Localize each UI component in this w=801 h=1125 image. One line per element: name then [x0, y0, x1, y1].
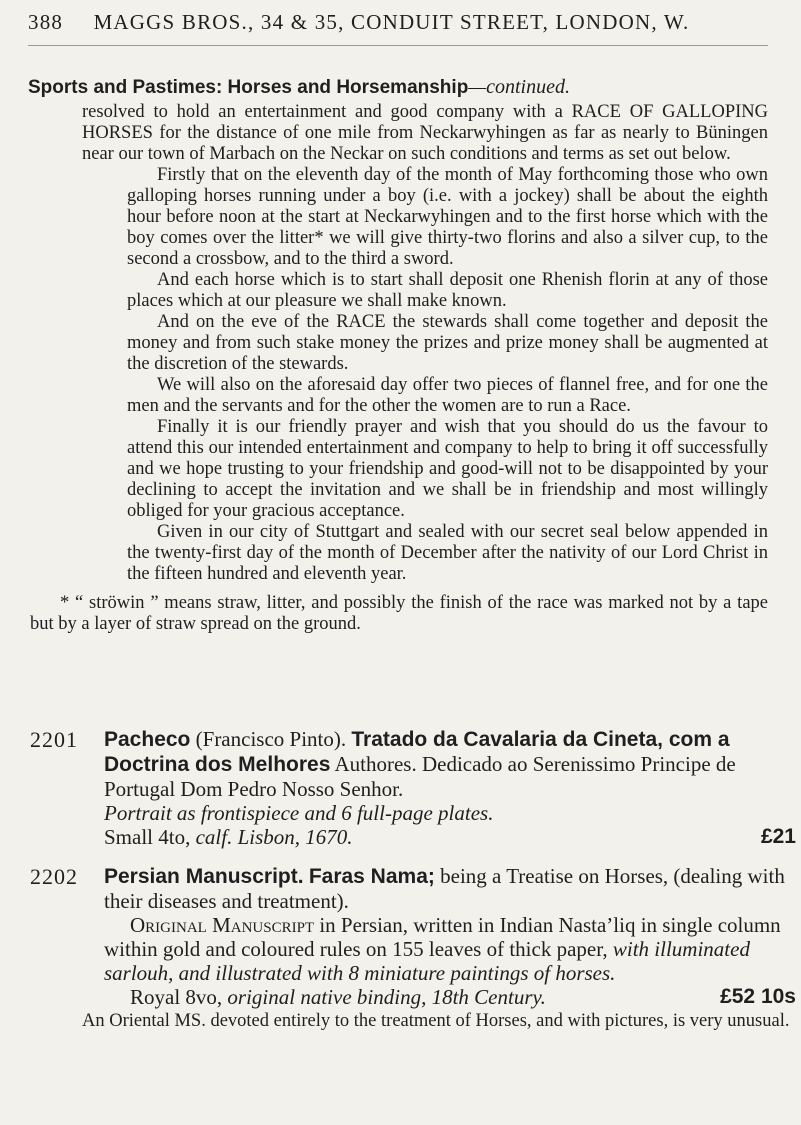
lot-binding: calf. Lisbon, 1670.: [195, 825, 353, 849]
lot-price: £21: [760, 825, 796, 848]
lot-2201: [28, 727, 796, 849]
running-head: MAGGS BROS., 34 & 35, CONDUIT STREET, LONDON, W.: [93, 10, 690, 34]
paragraph: Firstly that on the eleventh day of the month of May forthcoming those who own galloping horses running under a boy (i.e. with a jockey) shall be about the eighth hour before noon at the start at Neckarwyhingen and to the first horse which with the boy comes over the litter* we will give thirty-two florins and also a silver cup, to the second a crossbow, and to the third a sword.: [127, 165, 768, 269]
intro-paragraph: resolved to hold an entertainment and good company with a RACE OF GALLOPING HORSES for the distance of one mile from Neckarwyhingen as far as nearly to Büningen near our town of Marbach on the Neckar on such conditions and terms as set out below.: [82, 102, 768, 164]
lot-desc-lead: Original Manuscript: [130, 913, 315, 937]
lot-price: £52 10s: [720, 985, 796, 1008]
lot-description: [104, 727, 796, 849]
lot-number: 2201: [30, 727, 78, 752]
section-continued: —continued.: [468, 76, 570, 98]
lot-note: An Oriental MS. devoted entirely to the treatment of Horses, and with pictures, is very unusual.: [82, 1011, 790, 1031]
paragraph: Given in our city of Stuttgart and sealed with our secret seal below appended in the twenty-first day of the month of December after the nativity of our Lord Christ in the fifteen hundred and eleventh year.: [127, 522, 768, 584]
lot-binding: original native binding, 18th Century.: [227, 985, 546, 1009]
paragraph: We will also on the aforesaid day offer two pieces of flannel free, and for one the men and the servants and for the other the women are to run a Race.: [127, 375, 768, 416]
running-header: [28, 10, 768, 46]
lot-number: 2202: [30, 864, 78, 889]
lot-title-rest: being a Treatise on Horses, (dealing with their diseases and treatment).: [104, 864, 785, 913]
lot-author: Pacheco: [104, 728, 191, 751]
lot-title: Faras Nama;: [308, 865, 435, 888]
lot-format: Royal 8vo,: [130, 985, 223, 1009]
page-number: 388: [28, 10, 64, 34]
proclamation-body: [82, 165, 768, 585]
lot-author: Persian Manuscript.: [104, 865, 304, 888]
paragraph: Finally it is our friendly prayer and wish that you should do us the favour to attend this our intended entertainment and company to help to bring it off successfully and we hope trusting to your friendship and good-will not to be disappointed by your declining to accept the invitation and we shall be in friendship and most willingly obliged for your gracious acceptance.: [127, 417, 768, 521]
proclamation-text: [30, 102, 768, 635]
section-heading: [28, 76, 570, 99]
lot-author-rest: (Francisco Pinto).: [195, 727, 347, 751]
lot-desc-italic: with illuminated sarlouh, and illustrated with 8 miniature paintings of horses.: [104, 937, 750, 985]
paragraph: And on the eve of the RACE the stewards shall come together and deposit the money and from such stake money the prizes and prize money shall be augmented at the discretion of the stewards.: [127, 312, 768, 374]
lot-plates: Portrait as frontispiece and 6 full-page plates.: [104, 801, 494, 825]
lot-format: Small 4to,: [104, 825, 191, 849]
lot-title: Tratado da Cavalaria da Cineta, com a Doctrina dos Melhores: [104, 728, 730, 776]
section-title: Sports and Pastimes: Horses and Horsemanship: [28, 77, 469, 98]
paragraph: And each horse which is to start shall deposit one Rhenish florin at any of those places which at our pleasure we shall make known.: [127, 270, 768, 311]
lot-2202: [28, 864, 796, 1104]
lot-title-rest: Authores. Dedicado ao Serenissimo Principe de Portugal Dom Pedro Nosso Senhor.: [104, 752, 736, 801]
lot-description: [82, 864, 796, 1032]
lot-desc: in Persian, written in Indian Nasta’liq in single column within gold and coloured rules on 155 leaves of thick paper,: [104, 913, 781, 961]
footnote: * “ ströwin ” means straw, litter, and possibly the finish of the race was marked not by a tape but by a layer of straw spread on the ground.: [30, 593, 768, 634]
